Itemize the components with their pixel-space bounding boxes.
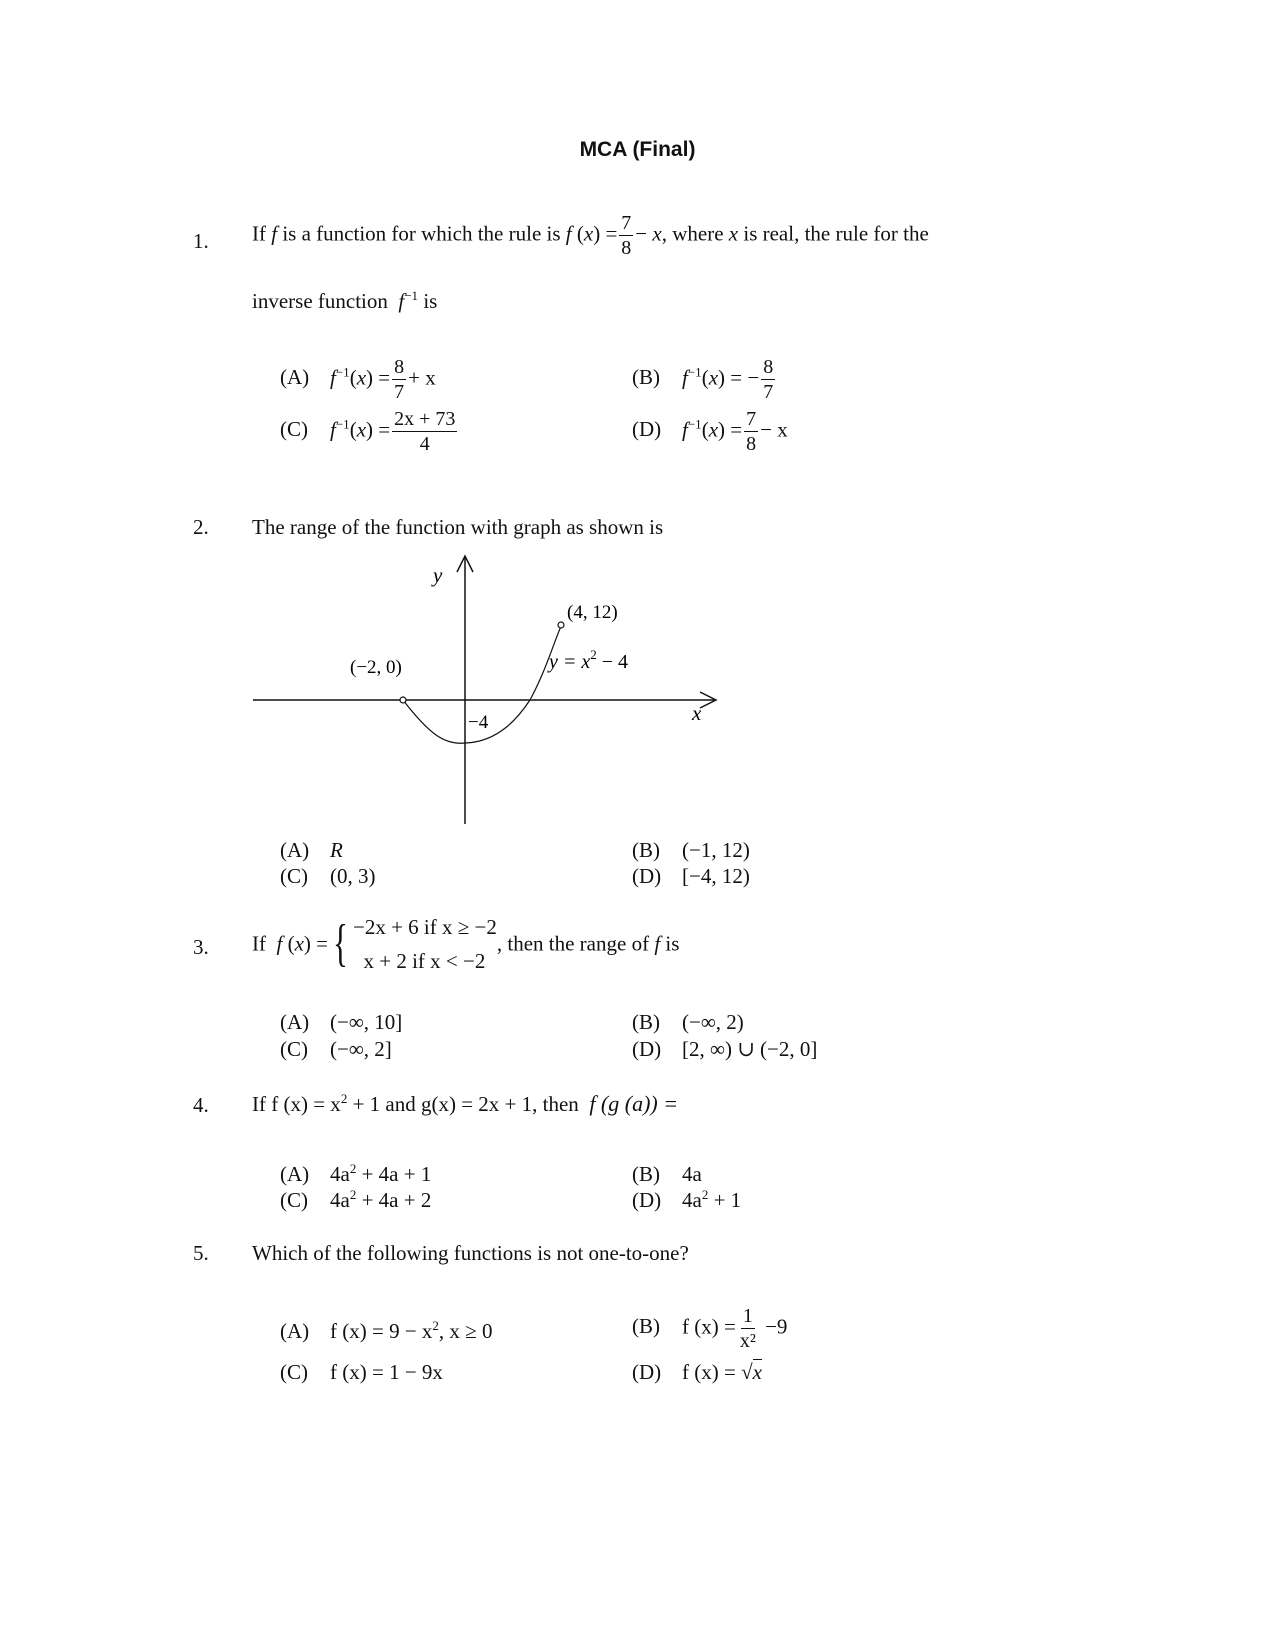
point-right-label: (4, 12) xyxy=(567,602,618,623)
question-3-number: 3. xyxy=(193,935,209,959)
question-2-stem: The range of the function with graph as shown is xyxy=(252,515,664,539)
q5-option-a[interactable]: (A) f $(x) = 9 - x^2$, x ≥ 0 xyxy=(280,1318,493,1343)
q2-option-c[interactable]: (C) (0, 3) xyxy=(280,864,376,888)
question-1-stem: If f is a function for which the rule is f (x) = $\frac{7}{8}$ − x, where x is real, the rule for the xyxy=(252,212,929,259)
q3-option-d[interactable]: (D) [2, ∞) ∪ (−2, 0] xyxy=(632,1037,818,1061)
question-5-stem: Which of the following functions is not one-to-one? xyxy=(252,1241,689,1265)
sqrt-symbol: √ xyxy=(741,1360,753,1384)
question-4-stem: If f $(x) = x^2 + 1$ and g(x) = 2x + 1, then f (g (a)) = xyxy=(252,1091,679,1116)
x-axis-label: x xyxy=(692,701,702,725)
q1-option-d[interactable]: (D) $f^{-1}(x)$ = $\frac{7}{8}$ − x xyxy=(632,408,788,455)
q2-option-b[interactable]: (B) (−1, 12) xyxy=(632,838,750,862)
q1-option-a[interactable]: (A) $f^{-1}(x)$ = $\frac{8}{7}$ + x xyxy=(280,356,436,403)
question-1-stem-line2: inverse function $f^{-1}$ is xyxy=(252,288,438,313)
question-5-number: 5. xyxy=(193,1241,209,1265)
point-left-label: (−2, 0) xyxy=(350,657,402,678)
curve-label: $y = x^2 - 4$ xyxy=(549,647,629,673)
q3-option-a[interactable]: (A) (−∞, 10] xyxy=(280,1010,403,1034)
q2-option-d[interactable]: (D) [−4, 12) xyxy=(632,864,750,888)
q4-option-b[interactable]: (B) 4a xyxy=(632,1162,702,1186)
y-axis-label: y xyxy=(433,563,443,587)
q5-option-c[interactable]: (C) f (x) = 1 − 9x xyxy=(280,1360,443,1384)
open-point-left xyxy=(400,697,406,703)
q4-option-d[interactable]: (D) $4a^2 + 1$ xyxy=(632,1187,742,1212)
q5-option-d[interactable]: (D) f (x) = √x xyxy=(632,1360,762,1384)
q5-option-b[interactable]: (B) f (x) = $\frac{1}{\text{x²}}$ −9 xyxy=(632,1305,788,1352)
q1-option-c[interactable]: (C) $f^{-1}(x)$ = $\frac{2x + 73}{4}$ xyxy=(280,408,456,455)
q4-option-c[interactable]: (C) $4a^2 + 4a + 2$ xyxy=(280,1187,432,1212)
q1-option-b[interactable]: (B) $f^{-1}(x)$ = − $\frac{8}{7}$ xyxy=(632,356,774,403)
q4-option-a[interactable]: (A) $4a^2 + 4a + 1$ xyxy=(280,1161,432,1186)
q3-option-c[interactable]: (C) (−∞, 2] xyxy=(280,1037,392,1061)
question-3-stem: If f (x) ={ −2x + 6 if x ≥ −2 x + 2 if x < −2, then the range of f is xyxy=(252,915,680,973)
question-1-number: 1. xyxy=(193,229,209,253)
question-4-number: 4. xyxy=(193,1093,209,1117)
page-title: MCA (Final) xyxy=(579,138,696,161)
q3-option-b[interactable]: (B) (−∞, 2) xyxy=(632,1010,744,1034)
vertex-label: −4 xyxy=(468,712,489,733)
question-2-number: 2. xyxy=(193,515,209,539)
open-point-right xyxy=(558,622,564,628)
q2-option-a[interactable]: (A) R xyxy=(280,838,343,862)
